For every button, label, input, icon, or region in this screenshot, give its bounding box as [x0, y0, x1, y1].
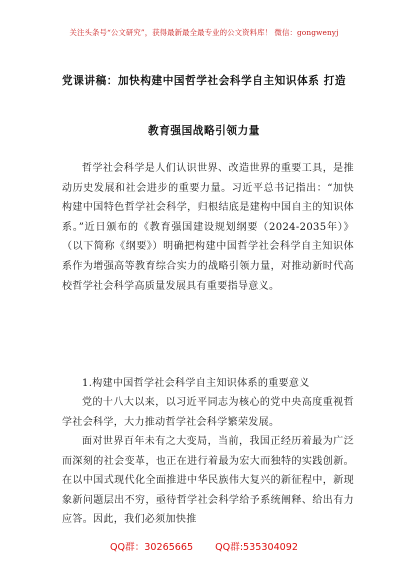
- section-heading: 1.构建中国哲学社会科学自主知识体系的重要意义: [82, 378, 310, 389]
- footer-qq-group-2: QQ群:535304092: [215, 542, 298, 553]
- body-paragraph: 面对世界百年未有之大变局，当前，我国正经历着最为广泛而深刻的社会变革，也正在进行着最为宏大而独特的实践创新。在以中国式现代化全面推进中华民族伟大复兴的新征程中，新现象新问题层出不穷，亟待哲学社会科学给予系统阐释、给出有力应答。因此，我们必须加快推: [62, 436, 354, 526]
- body-paragraph-intro: 哲学社会科学是人们认识世界、改造世界的重要工具，是推动历史发展和社会进步的重要力量。习近平总书记指出：“加快构建中国特色哲学社会科学，归根结底是建构中国自主的知识体系。”近日颁布的《教育强国建设规划纲要（2024-2035年）》（以下简称《纲要》）明确把构建中国哲学社会科学自主知识体系作为增强高等教育综合实力的战略引领力量，对推动新时代高校哲学社会科学高质量发展具有重要指导意义。: [62, 163, 354, 292]
- footer-contact: [0, 539, 408, 553]
- document-title-line-2: 教育强国战略引领力量: [148, 125, 260, 137]
- body-paragraph: 党的十八大以来，以习近平同志为核心的党中央高度重视哲学社会科学，大力推动哲学社会科学繁荣发展。: [62, 397, 354, 428]
- document-title-line-1: 党课讲稿：加快构建中国哲学社会科学自主知识体系 打造: [62, 75, 347, 87]
- header-banner: 关注头条号“公文研究”，获得最新最全最专业的公文资料库！ 微信：gongwenyj: [69, 28, 339, 37]
- footer-qq-group-1: QQ群：30265665: [110, 542, 194, 553]
